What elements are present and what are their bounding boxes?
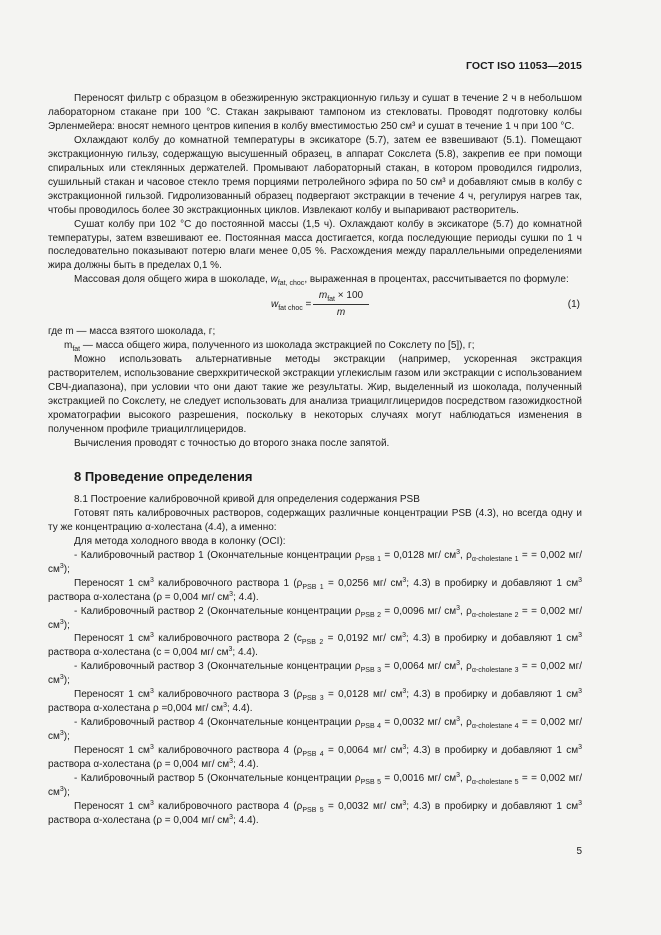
where-mass-sample: где m — масса взятого шоколада, г; bbox=[48, 326, 216, 338]
paragraph-filter-drying: Переносят фильтр с образцом в обезжиренную экстракционную гильзу и сушат в течение 2 ч в небольшом лабораторном стакане при 100 °С. Стакан закрывают тампоном из стекловаты. Проводят подготовку колбы Эрленмейера: вносят немного центров кипения в колбу вместимостью 250 см³ и сушат в течение 1 ч при 100 °С. bbox=[48, 93, 582, 132]
formula-fraction bbox=[313, 289, 369, 320]
paragraph-alternative-methods: Можно использовать альтернативные методы экстракции (например, ускоренная экстракция растворителем, использование сверхкритической экстракции углекислым газом или экстракции с использованием СВЧ-диапазона), при условии что они дают такие же результаты. Жир, выделенный из шоколада, полученный экстракцией по Сокслету, не следует использовать для анализа триацилглицеридов посредством газожидкостной хроматографии высокого разрешения, поскольку в некоторых случаях могут наблюдаться изменения в полученном профиле триацилглицеридов. bbox=[48, 354, 582, 436]
calibration-solution-4: - Калибровочный раствор 4 (Окончательные концентрации $\rho_{PSB 4} = 0,0032$ мг/ $см^3$, $\rho_{\alpha-cholestane 4}$ = = 0,002 мг/ $см^3$); bbox=[48, 716, 583, 743]
paragraph-precision: Вычисления проводят с точностью до второго знака после запятой. bbox=[74, 437, 390, 449]
formula-number: (1) bbox=[567, 299, 580, 311]
page-number: 5 bbox=[576, 846, 582, 857]
calibration-transfer-4: Переносят 1 $см^3$ калибровочного раствора 4 ($\rho_{PSB 4} = 0,0064$ мг/ $см^3$; 4.3) в пробирку и добавляют 1 $см^3$ раствора α-холестана (ρ = 0,004 мг/ $см^3$; 4.4). bbox=[48, 744, 582, 771]
calibration-solution-1: - Калибровочный раствор 1 (Окончательные концентрации $\rho_{PSB 1} = 0,0128$ мг/ $см^3$, $\rho_{\alpha-cholestane 1}$ = = 0,002 мг/ $см^3$); bbox=[48, 548, 583, 575]
formula-numerator: $m_{fat} \times 100$ bbox=[313, 289, 369, 305]
calibration-transfer-2: Переносят 1 $см^3$ калибровочного раствора 2 ($c_{PSB 2} = 0,0192$ мг/ $см^3$; 4.3) в пробирку и добавляют 1 $см^3$ раствора α-холестана (c = 0,004 мг/ $см^3$; 4.4). bbox=[48, 632, 582, 659]
formula-fat-content bbox=[48, 289, 582, 319]
calibration-solution-3: - Калибровочный раствор 3 (Окончательные концентрации $\rho_{PSB 3} = 0,0064$ мг/ $см^3$, $\rho_{\alpha-cholestane 3}$ = = 0,002 мг/ $см^3$); bbox=[48, 660, 583, 687]
formula-lhs: $w_{fat choc}$ = bbox=[271, 299, 312, 313]
calibration-solution-2: - Калибровочный раствор 2 (Окончательные концентрации $\rho_{PSB 2} = 0,0096$ мг/ $см^3$, $\rho_{\alpha-cholestane 2}$ = = 0,002 мг/ $см^3$); bbox=[48, 604, 583, 631]
calibration-list bbox=[48, 549, 582, 828]
calibration-solution-5: - Калибровочный раствор 5 (Окончательные концентрации $\rho_{PSB 5} = 0,0016$ мг/ $см^3$, $\rho_{\alpha-cholestane 5}$ = = 0,002 мг/ $см^3$); bbox=[48, 771, 583, 798]
paragraph-calibration-intro: Готовят пять калибровочных растворов, содержащих различные концентрации PSB (4.3), но всегда одну и ту же концентрацию α-холестана (4.4), а именно: bbox=[48, 507, 582, 533]
calibration-transfer-3: Переносят 1 $см^3$ калибровочного раствора 3 ($\rho_{PSB 3} = 0,0128$ мг/ $см^3$; 4.3) в пробирку и добавляют 1 $см^3$ раствора α-холестана ρ =0,004 мг/ $см^3$; 4.4). bbox=[48, 688, 582, 715]
calibration-transfer-1: Переносят 1 $см^3$ калибровочного раствора 1 ($\rho_{PSB 1} = 0,0256$ мг/ $см^3$; 4.3) в пробирку и добавляют 1 $см^3$ раствора α-холестана (ρ = 0,004 мг/ $см^3$; 4.4). bbox=[48, 576, 582, 603]
page-content bbox=[48, 92, 582, 828]
paragraph-constant-mass: Сушат колбу при 102 °С до постоянной массы (1,5 ч). Охлаждают колбу в эксикаторе (5.7) до комнатной температуры, затем взвешивают ее. Постоянная масса достигается, когда последующие периоды сушки по 1 ч последовательно показывают потерю влаги менее 0,05 %. Расхождения между параллельными определениями жира должны быть в пределах 0,1 %. bbox=[48, 218, 582, 272]
section-heading: 8 Проведение определения bbox=[74, 468, 253, 484]
page-header-doc-id: ГОСТ ISO 11053—2015 bbox=[465, 60, 582, 72]
where-mass-fat: $m_{fat}$ — масса общего жира, полученного из шоколада экстракцией по Сокслету по [5]), г; bbox=[64, 340, 475, 354]
calibration-transfer-5: Переносят 1 $см^3$ калибровочного раствора 4 ($\rho_{PSB 5} = 0,0032$ мг/ $см^3$; 4.3) в пробирку и добавляют 1 $см^3$ раствора α-холестана (ρ = 0,004 мг/ $см^3$; 4.4). bbox=[48, 799, 582, 826]
paragraph-method: Для метода холодного ввода в колонку (OCI): bbox=[74, 535, 286, 547]
paragraph-extraction: Охлаждают колбу до комнатной температуры в эксикаторе (5.7), затем ее взвешивают (5.1). Помещают экстракционную гильзу, содержащую высушенный образец, в аппарат Сокслета (5.8), закрепив ее при помощи спиральных или стеклянных держателей. Промывают лабораторный стакан, в котором проводился гидролиз, сушильный стакан и часовое стекло тремя порциями петролейного эфира по 50 см³ и добавляют смыв в колбу с экстракционной гильзой. Гидролизованный образец подвергают экстракции в течение 4 ч, регулируя нагрев так, чтобы проводилось более 30 экстракционных циклов. Извлекают колбу и выпаривают растворитель. bbox=[48, 134, 582, 216]
subsection-title: 8.1 Построение калибровочной кривой для определения содержания PSB bbox=[74, 493, 420, 505]
paragraph-mass-fraction: Массовая доля общего жира в шоколаде, $w_{fat, choc}$, выраженная в процентах, рассчитывается по формуле: bbox=[74, 274, 569, 288]
formula-denominator: m bbox=[336, 307, 346, 319]
